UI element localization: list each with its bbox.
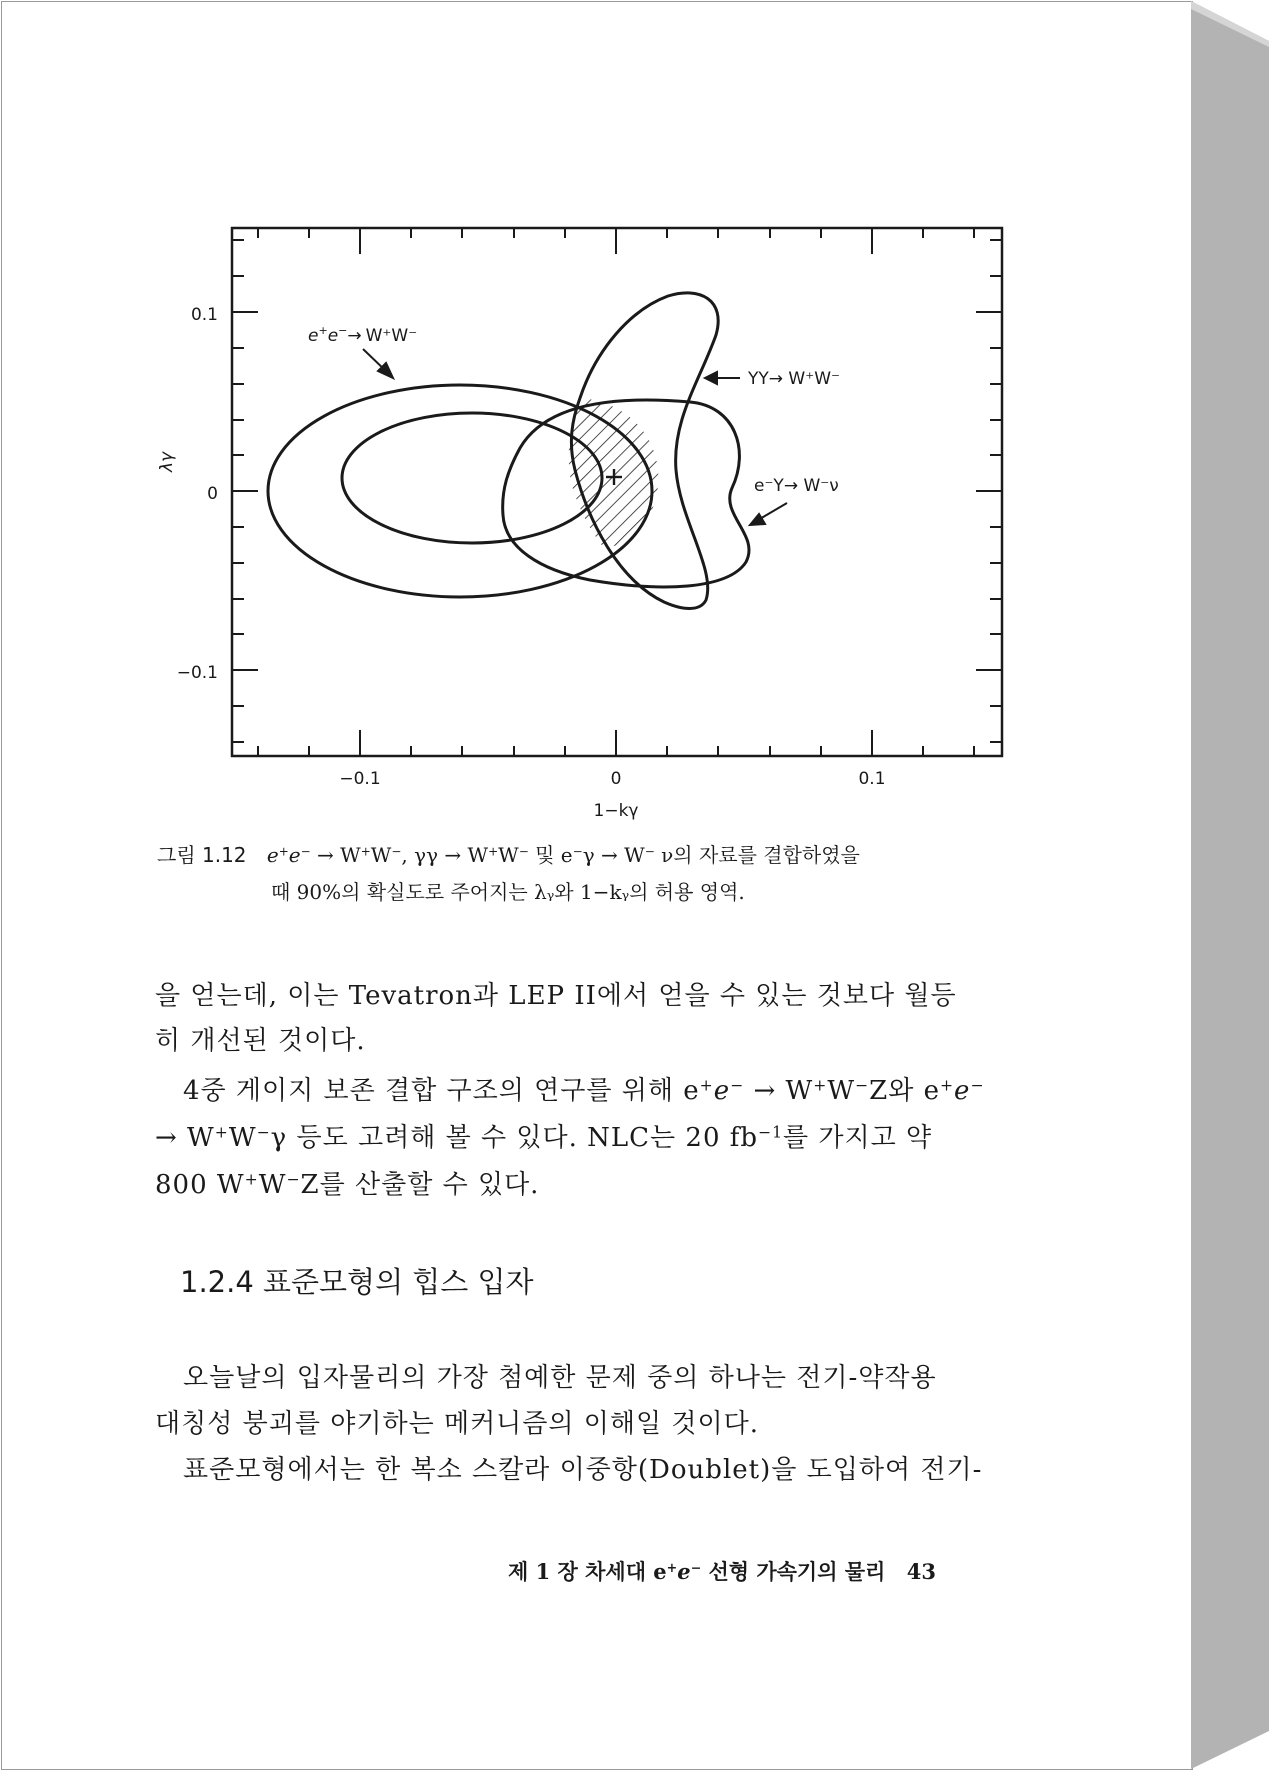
section-heading: 1.2.4 표준모형의 힙스 입자: [180, 1265, 534, 1299]
x-tick-label: 0: [610, 769, 622, 789]
label-ey-wnu: e⁻Y→ W⁻ν: [754, 476, 839, 496]
label-yy-ww: YY→ W⁺W⁻: [748, 369, 840, 389]
paragraph-line: 표준모형에서는 한 복소 스칼라 이중항(Doublet)을 도입하여 전기-: [183, 1455, 983, 1485]
figure-plot: [150, 220, 1020, 820]
x-axis-label: 1−kγ: [593, 801, 639, 820]
page-footer: [508, 1556, 936, 1586]
y-tick-label: 0: [207, 484, 218, 504]
x-tick-label: −0.1: [339, 769, 381, 789]
paragraph-line: 을 얻는데, 이는 Tevatron과 LEP II에서 얻을 수 있는 것보다 월등: [155, 981, 957, 1011]
y-tick-label: −0.1: [176, 663, 218, 683]
page-edge-shadow: [1191, 1, 1269, 1769]
x-tick-label: 0.1: [858, 769, 886, 789]
paragraph-line: 히 개선된 것이다.: [155, 1026, 366, 1056]
paragraph-line: 4중 게이지 보존 결합 구조의 연구를 위해 e+e− → W+W−Z와 e+e−: [183, 1076, 985, 1106]
ee-ww-inner-contour: [342, 413, 602, 543]
caption-label: 그림 1.12: [157, 843, 247, 867]
paragraph-line: 800 W+W−Z를 산출할 수 있다.: [155, 1170, 540, 1200]
label-ee-ww: e+e−→ W⁺W⁻: [308, 324, 418, 346]
y-tick-label: 0.1: [190, 305, 218, 325]
chapter-title: 제 1 장 차세대 e+e− 선형 가속기의 물리: [508, 1559, 886, 1584]
figure-caption: 그림 1.12 e+e− → W+W−, γγ → W+W− 및 e−γ → W− ν의 자료를 결합하였을: [157, 843, 860, 867]
page-number: 43: [906, 1559, 936, 1584]
paragraph-line: → W+W−γ 등도 고려해 볼 수 있다. NLC는 20 $fb^{-1}$를 가지고 약: [155, 1123, 933, 1153]
figure-caption-line2: 때 90%의 확실도로 주어지는 λᵧ와 1−kᵧ의 허용 영역.: [271, 880, 745, 904]
y-axis-label: λγ: [157, 451, 177, 472]
paragraph-line: 오늘날의 입자물리의 가장 첨예한 문제 중의 하나는 전기-약작용: [183, 1363, 937, 1393]
paragraph-line: 대칭성 붕괴를 야기하는 메커니즘의 이해일 것이다.: [155, 1409, 760, 1439]
